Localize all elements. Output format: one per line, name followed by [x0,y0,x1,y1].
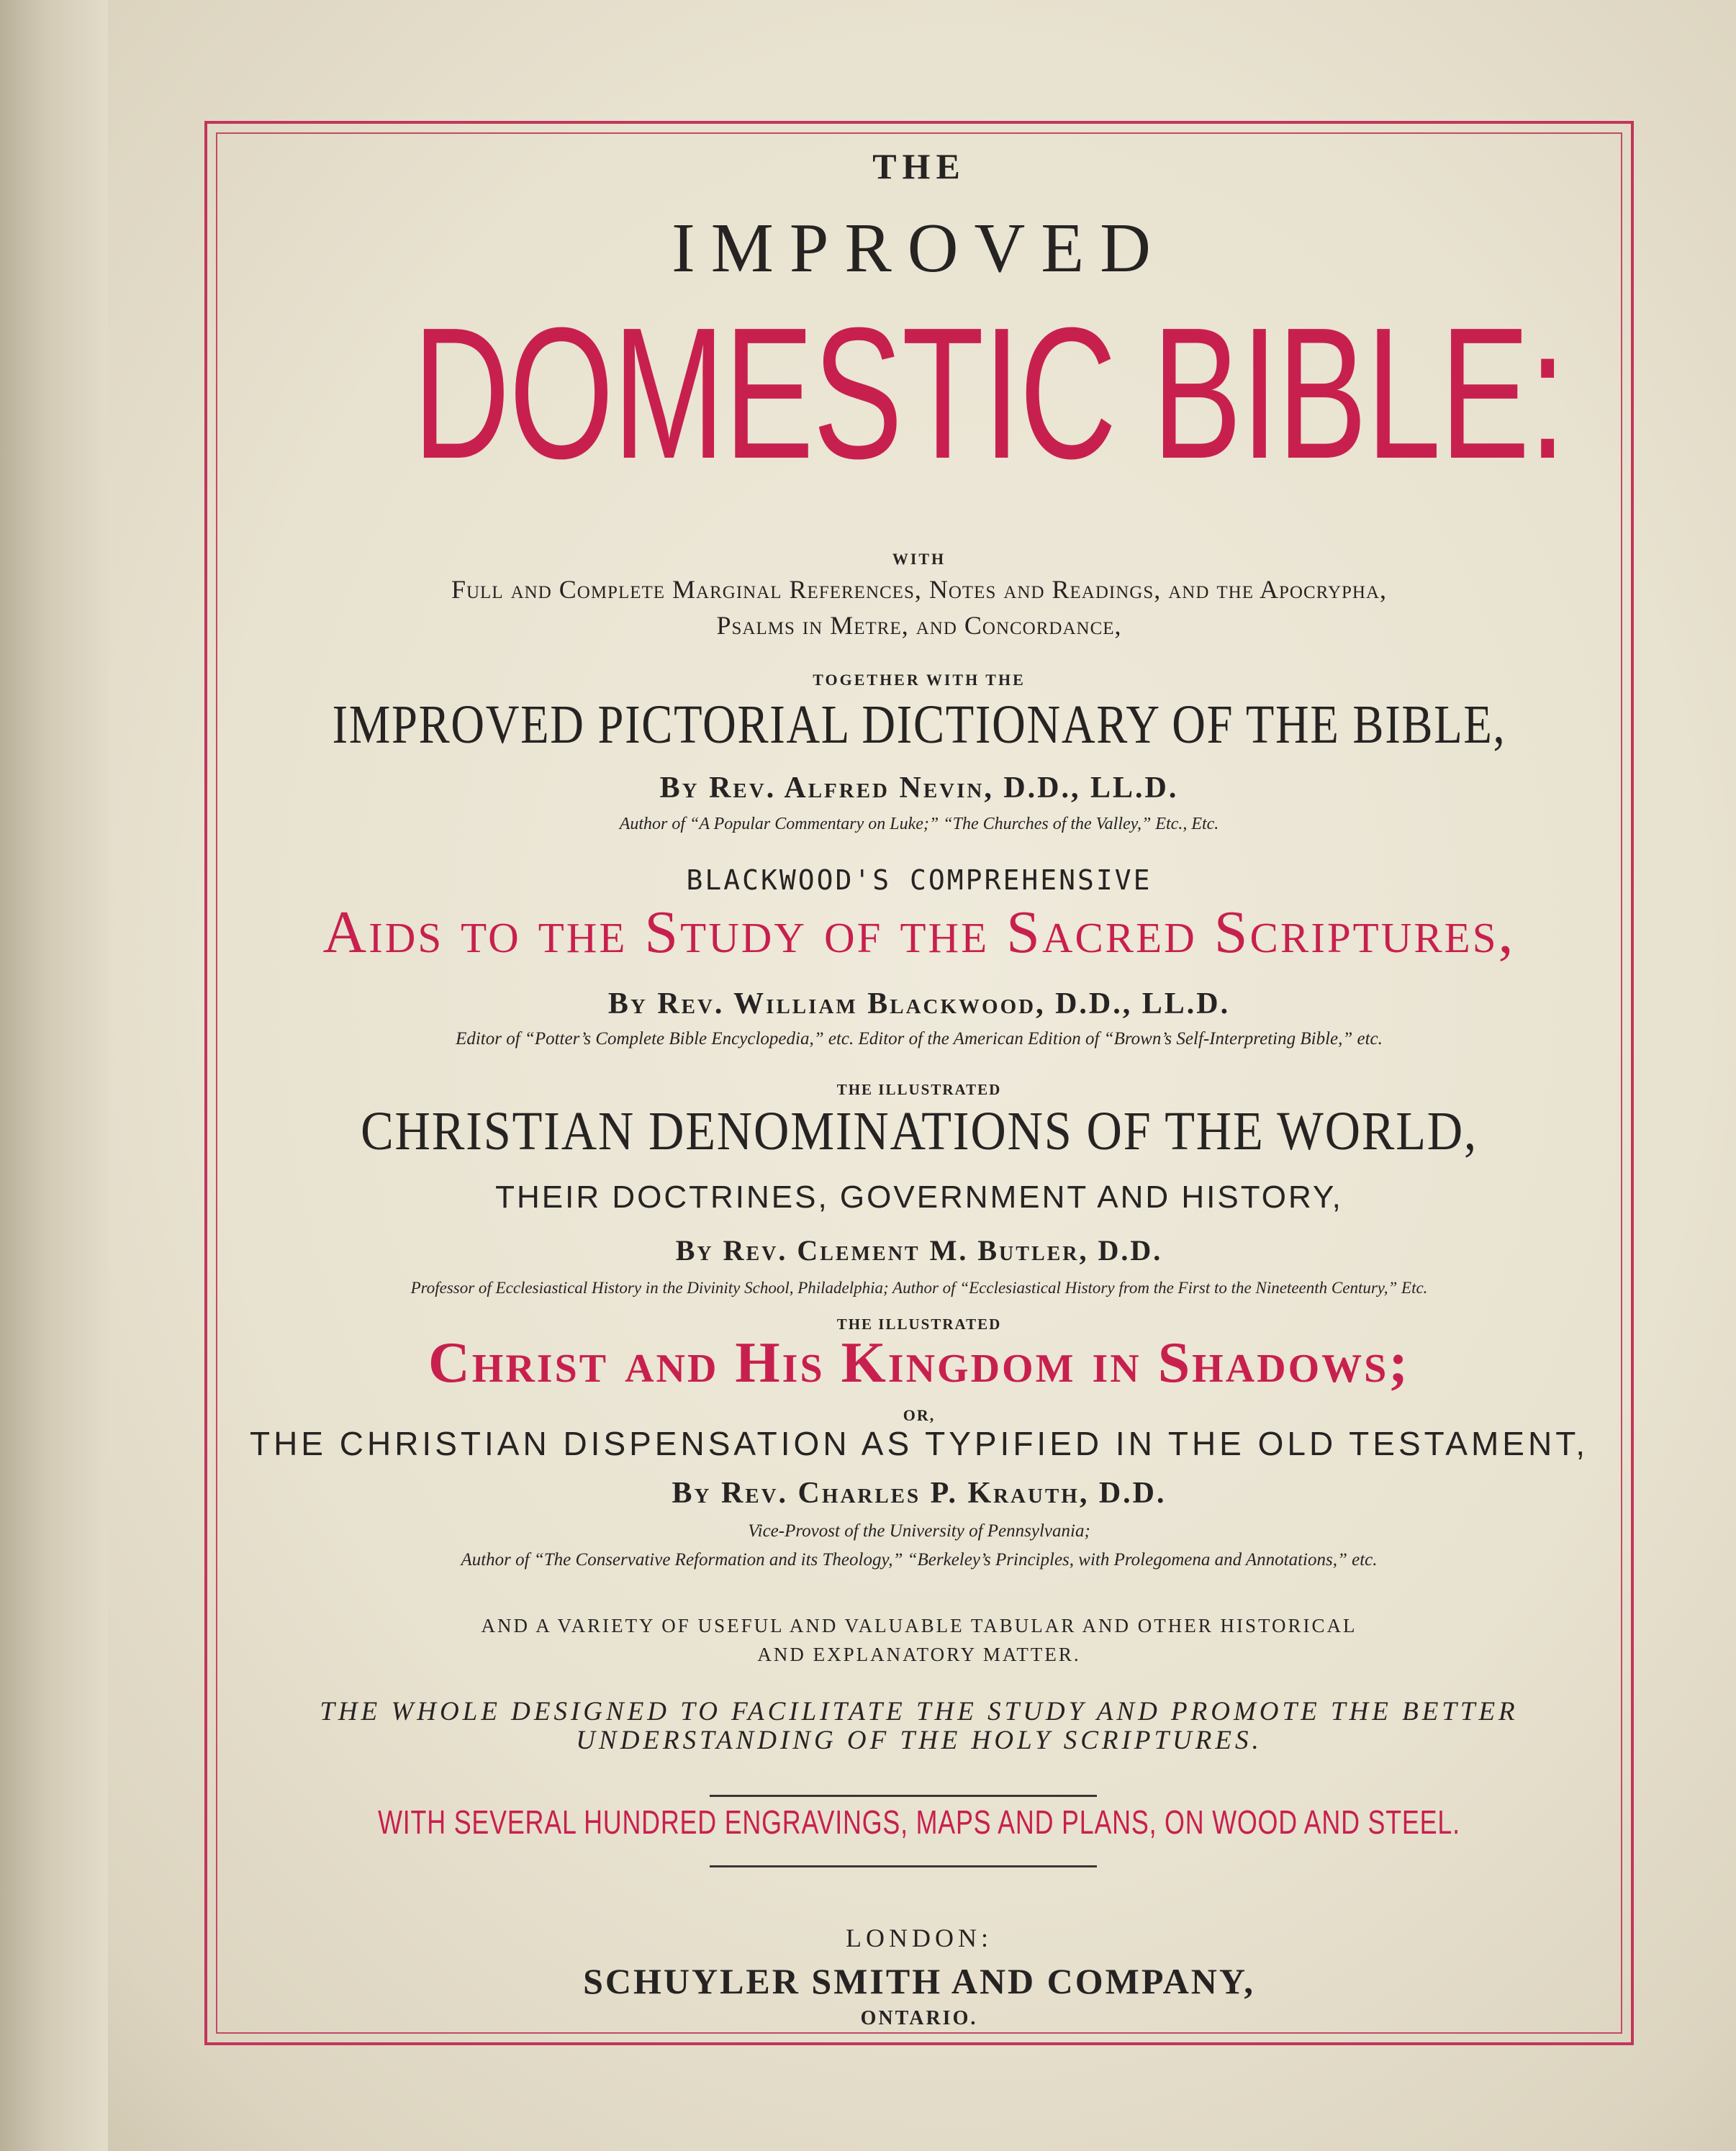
dictionary-author: By Rev. Alfred Nevin, D.D., LL.D. [659,771,1179,805]
denominations-title: CHRISTIAN DENOMINATIONS OF THE WORLD, [361,1101,1478,1161]
denominations-subtitle: THEIR DOCTRINES, GOVERNMENT AND HISTORY, [495,1179,1343,1215]
purpose-line-1: THE WHOLE DESIGNED TO FACILITATE THE STUDY AND PROMOTE THE BETTER [320,1697,1519,1726]
illustrated-label-1: THE ILLUSTRATED [836,1081,1002,1098]
christ-title: Christ and His Kingdom in Shadows; [428,1331,1410,1395]
book-gutter [0,0,108,2151]
aids-header: BLACKWOOD'S COMPREHENSIVE [686,864,1152,896]
variety-line-2: AND EXPLANATORY MATTER. [757,1644,1081,1665]
with-label: WITH [892,550,946,568]
contents-line-2: Psalms in Metre, and Concordance, [716,611,1122,640]
imprint-city: LONDON: [846,1924,993,1952]
denominations-author: By Rev. Clement M. Butler, D.D. [675,1234,1163,1267]
christ-author: By Rev. Charles P. Krauth, D.D. [672,1477,1167,1510]
dictionary-author-credits: Author of “A Popular Commentary on Luke;” “The Churches of the Valley,” Etc., Etc. [619,815,1219,833]
engravings-note: WITH SEVERAL HUNDRED ENGRAVINGS, MAPS AND PLANS, ON WOOD AND STEEL. [378,1803,1460,1841]
variety-line-1: AND A VARIETY OF USEFUL AND VALUABLE TABULAR AND OTHER HISTORICAL [481,1615,1357,1636]
dispensation-subtitle: THE CHRISTIAN DISPENSATION AS TYPIFIED IN THE OLD TESTAMENT, [249,1425,1588,1462]
christ-author-credits-2: Author of “The Conservative Reformation and its Theology,” “Berkeley’s Principles, with Prolegomena and Annotations,” etc. [461,1550,1378,1570]
main-title: DOMESTIC BIBLE: [412,289,1565,498]
together-with-label: TOGETHER WITH THE [813,671,1026,689]
denominations-author-credits: Professor of Ecclesiastical History in the Divinity School, Philadelphia; Author of “Ecclesiastical History from the First to the Nineteenth Century,” Etc. [410,1279,1428,1297]
improved-heading: IMPROVED [672,209,1167,287]
dictionary-title: IMPROVED PICTORIAL DICTIONARY OF THE BIBLE, [332,694,1506,755]
divider-rule-top [710,1795,1097,1797]
publisher-name: SCHUYLER SMITH AND COMPANY, [583,1961,1255,2001]
aids-title: Aids to the Study of the Sacred Scriptures, [322,899,1516,966]
aids-author-credits: Editor of “Potter’s Complete Bible Encyclopedia,” etc. Editor of the American Edition of “Brown’s Self-Interpreting Bible,” etc. [456,1029,1383,1049]
title-page-content [216,132,1622,2034]
contents-line-1: Full and Complete Marginal References, Notes and Readings, and the Apocrypha, [451,575,1388,604]
or-label: OR, [903,1406,936,1424]
aids-author: By Rev. William Blackwood, D.D., LL.D. [607,987,1231,1020]
christ-author-credits-1: Vice-Provost of the University of Pennsylvania; [748,1521,1090,1541]
the-heading: THE [872,146,966,186]
imprint-region: ONTARIO. [860,2007,978,2029]
illustrated-label-2: THE ILLUSTRATED [836,1315,1002,1333]
divider-rule-bottom [710,1865,1097,1867]
purpose-line-2: UNDERSTANDING OF THE HOLY SCRIPTURES. [576,1726,1262,1755]
